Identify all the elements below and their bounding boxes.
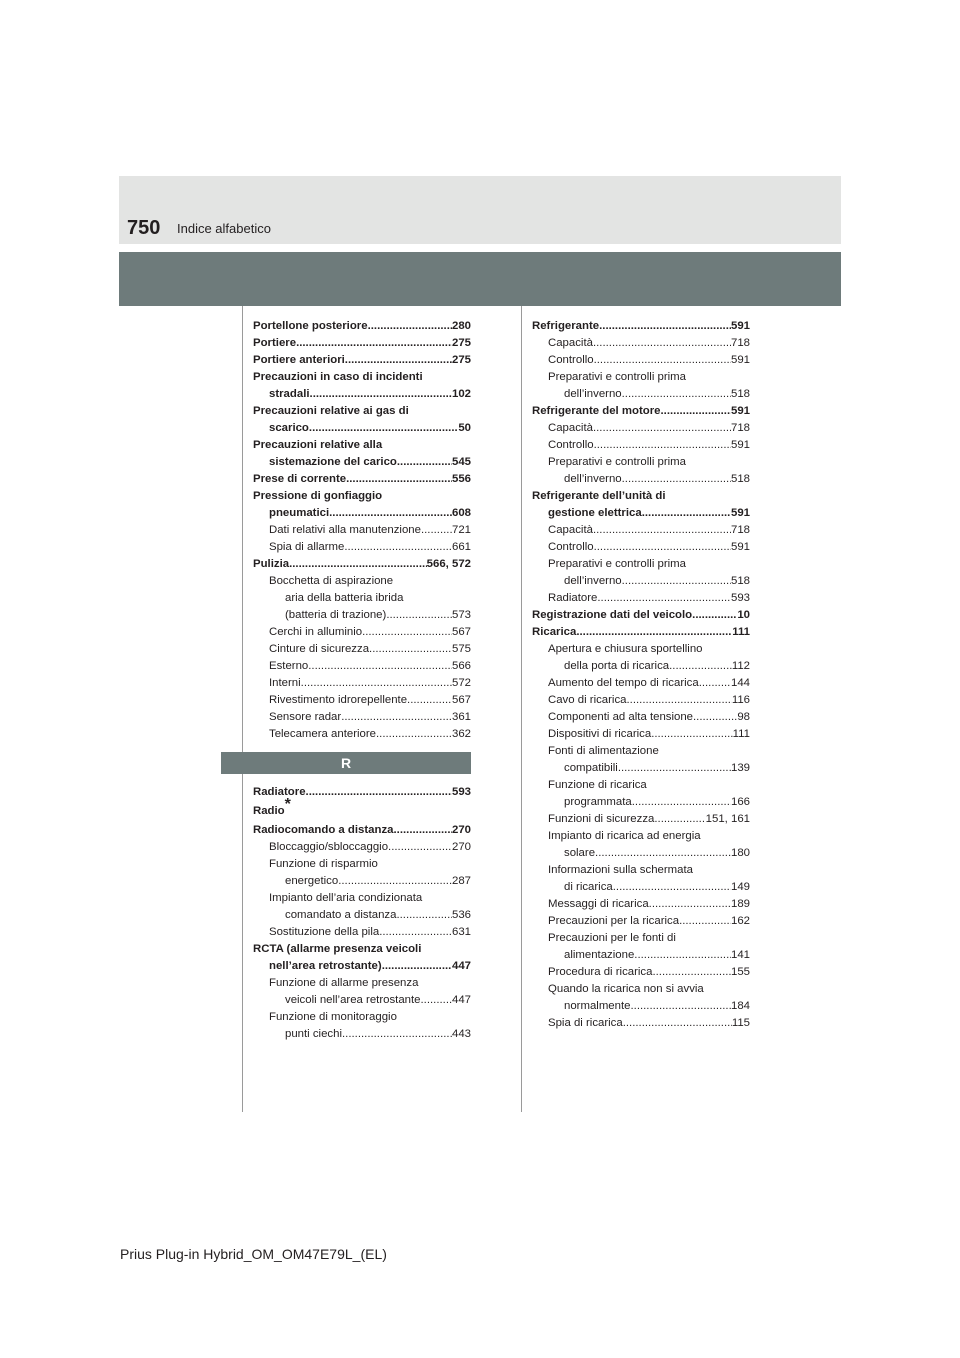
index-term: della porta di ricarica (564, 660, 670, 672)
index-term: RCTA (allarme presenza veicoli (253, 943, 422, 955)
index-term: veicoli nell’area retrostante (285, 994, 421, 1006)
letter-heading-r: R (221, 752, 471, 774)
column-divider-right (521, 306, 522, 1112)
leader-dots (342, 1026, 452, 1043)
leader-dots (306, 784, 452, 801)
footer-manual-id: Prius Plug-in Hybrid_OM_OM47E79L_(EL) (120, 1246, 387, 1262)
leader-dots (595, 845, 731, 862)
leader-dots (301, 675, 452, 692)
index-entry (532, 692, 750, 709)
leader-dots (376, 726, 452, 743)
leader-dots (623, 1015, 732, 1032)
index-term: Radiatore (253, 786, 306, 798)
leader-dots (627, 692, 732, 709)
index-term: solare (564, 847, 596, 859)
index-term: Dati relativi alla manutenzione (269, 524, 421, 536)
index-entry (532, 624, 750, 641)
index-entry (253, 318, 471, 335)
index-page: 144 (730, 677, 750, 689)
index-term: Refrigerante del motore (532, 405, 661, 417)
leader-dots (379, 924, 452, 941)
leader-dots (597, 590, 731, 607)
index-term: alimentazione (564, 949, 635, 961)
index-page: 572 (451, 677, 471, 689)
leader-dots (386, 607, 452, 624)
index-term: Funzioni di sicurezza (548, 813, 655, 825)
index-entry (253, 522, 471, 539)
index-entry (253, 369, 471, 386)
leader-dots (388, 839, 452, 856)
index-entry (532, 386, 750, 403)
index-page: 275 (451, 337, 471, 349)
page-number: 750 (127, 217, 161, 239)
index-entry (532, 760, 750, 777)
index-entry (253, 726, 471, 743)
index-term: Fonti di alimentazione (548, 745, 659, 757)
index-entry (253, 658, 471, 675)
index-page: 566 (451, 660, 471, 672)
footnote-mark: * (284, 796, 291, 813)
leader-dots (630, 998, 731, 1015)
index-entry (532, 573, 750, 590)
index-page: 270 (451, 824, 471, 836)
index-entry (532, 811, 750, 828)
index-term: Portiere (253, 337, 297, 349)
index-term: Messaggi di ricarica (548, 898, 649, 910)
leader-dots (642, 505, 731, 522)
index-term: programmata (564, 796, 632, 808)
index-term: Registrazione dati del veicolo (532, 609, 693, 621)
leader-dots (613, 879, 731, 896)
index-page: 608 (451, 507, 471, 519)
index-term: Pulizia (253, 558, 290, 570)
index-term: Bocchetta di aspirazione (269, 575, 394, 587)
index-term: sistemazione del carico (269, 456, 397, 468)
leader-dots (594, 437, 731, 454)
leader-dots (699, 675, 731, 692)
index-term: Telecamera anteriore (269, 728, 376, 740)
index-entry (532, 420, 750, 437)
index-term: Pressione di gonfiaggio (253, 490, 383, 502)
index-page: 545 (451, 456, 471, 468)
leader-dots (309, 420, 458, 437)
index-term: dell’inverno (564, 388, 622, 400)
index-entry (532, 879, 750, 896)
index-entry (532, 896, 750, 913)
index-page: 115 (731, 1017, 750, 1029)
index-term: Precauzioni per la ricarica (548, 915, 680, 927)
index-entry (253, 856, 471, 873)
index-term: Preparativi e controlli prima (548, 456, 687, 468)
index-column-left (253, 318, 471, 1043)
leader-dots (652, 964, 731, 981)
index-entry (532, 947, 750, 964)
index-page: 575 (451, 643, 471, 655)
index-entry (532, 318, 750, 335)
leader-dots (341, 709, 452, 726)
leader-dots (382, 958, 452, 975)
index-column-right (532, 318, 750, 1032)
index-page: 362 (451, 728, 471, 740)
index-page: 593 (730, 592, 750, 604)
leader-dots (397, 454, 452, 471)
leader-dots (368, 318, 452, 335)
index-page: 149 (730, 881, 750, 893)
index-entry (532, 335, 750, 352)
index-term: normalmente (564, 1000, 631, 1012)
index-entry (253, 992, 471, 1009)
leader-dots (310, 386, 452, 403)
leader-dots (338, 873, 452, 890)
index-page: 556 (451, 473, 471, 485)
index-term: Cavo di ricarica (548, 694, 627, 706)
index-entry (253, 352, 471, 369)
index-term: Spia di ricarica (548, 1017, 623, 1029)
index-page: 111 (732, 626, 750, 638)
index-page: 518 (730, 575, 750, 587)
index-term: Funzione di ricarica (548, 779, 647, 791)
index-entry (532, 590, 750, 607)
index-page: 718 (730, 524, 750, 536)
index-entry (253, 958, 471, 975)
index-term: Sensore radar (269, 711, 342, 723)
index-term: di ricarica (564, 881, 613, 893)
index-term: Impianto di ricarica ad energia (548, 830, 701, 842)
index-term: Bloccaggio/sbloccaggio (269, 841, 389, 853)
index-page: 447 (451, 960, 471, 972)
index-entry (253, 454, 471, 471)
index-page: 631 (451, 926, 471, 938)
index-entry (253, 641, 471, 658)
index-term: gestione elettrica (548, 507, 642, 519)
index-entry (532, 641, 750, 658)
header-dark-band (119, 252, 841, 306)
index-page: 116 (731, 694, 750, 706)
index-group-p (253, 318, 471, 743)
index-term: (batteria di trazione) (285, 609, 387, 621)
index-entry (532, 607, 750, 624)
index-term: Funzione di monitoraggio (269, 1011, 397, 1023)
index-term: Apertura e chiusura sportellino (548, 643, 703, 655)
index-page: 518 (730, 473, 750, 485)
index-entry (532, 352, 750, 369)
leader-dots (632, 794, 731, 811)
index-entry (532, 403, 750, 420)
index-group-r (253, 822, 471, 1043)
leader-dots (593, 420, 731, 437)
index-entry (532, 794, 750, 811)
index-term: Aumento del tempo di ricarica (548, 677, 699, 689)
index-entry (532, 743, 750, 760)
index-term: aria della batteria ibrida (285, 592, 404, 604)
index-term: Refrigerante (532, 320, 600, 332)
index-page: 270 (451, 841, 471, 853)
index-term: Radio (253, 805, 285, 817)
leader-dots (296, 335, 452, 352)
index-entry (253, 471, 471, 488)
index-term: Procedura di ricarica (548, 966, 653, 978)
index-page: 166 (730, 796, 750, 808)
index-term: Interni (269, 677, 301, 689)
index-page: 189 (730, 898, 750, 910)
index-page: 443 (451, 1028, 471, 1040)
index-entry (253, 590, 471, 607)
index-page: 718 (730, 337, 750, 349)
index-entry (532, 845, 750, 862)
leader-dots (599, 318, 731, 335)
index-entry (532, 726, 750, 743)
index-page: 573 (451, 609, 471, 621)
leader-dots (693, 709, 737, 726)
leader-dots (649, 896, 731, 913)
index-term: Prese di corrente (253, 473, 347, 485)
index-term: Precauzioni in caso di incidenti (253, 371, 423, 383)
index-entry (253, 556, 471, 573)
index-term: Refrigerante dell’unità di (532, 490, 666, 502)
index-page: 518 (730, 388, 750, 400)
leader-dots (661, 403, 731, 420)
index-entry (532, 539, 750, 556)
leader-dots (329, 505, 452, 522)
index-entry (532, 913, 750, 930)
index-term: compatibili (564, 762, 618, 774)
index-term: Esterno (269, 660, 309, 672)
leader-dots (362, 624, 452, 641)
index-term: pneumatici (269, 507, 330, 519)
index-page: 591 (730, 320, 750, 332)
index-entry (253, 607, 471, 624)
index-page: 111 (732, 728, 750, 740)
index-entry (532, 437, 750, 454)
index-page: 162 (730, 915, 750, 927)
index-page: 591 (730, 507, 750, 519)
index-entry (253, 709, 471, 726)
leader-dots (654, 811, 705, 828)
index-term: Preparativi e controlli prima (548, 558, 687, 570)
index-page: 102 (451, 388, 471, 400)
leader-dots (692, 607, 737, 624)
leader-dots (594, 539, 731, 556)
index-entry (253, 839, 471, 856)
leader-dots (679, 913, 731, 930)
index-entry (253, 573, 471, 590)
index-entry (253, 505, 471, 522)
leader-dots (622, 573, 731, 590)
leader-dots (421, 522, 452, 539)
index-term: Componenti ad alta tensione (548, 711, 694, 723)
leader-dots (576, 624, 732, 641)
index-entry (253, 692, 471, 709)
leader-dots (369, 641, 452, 658)
index-term: Portellone posteriore (253, 320, 368, 332)
index-term: Cinture di sicurezza (269, 643, 370, 655)
index-page: 718 (730, 422, 750, 434)
index-entry (253, 488, 471, 505)
leader-dots (593, 335, 731, 352)
index-page: 567 (451, 626, 471, 638)
index-entry (532, 675, 750, 692)
leader-dots (344, 539, 452, 556)
index-entry (532, 522, 750, 539)
index-page: 287 (451, 875, 471, 887)
index-page: 591 (730, 541, 750, 553)
index-page: 593 (451, 786, 471, 798)
index-page: 280 (451, 320, 471, 332)
index-page: 112 (731, 660, 750, 672)
index-term: Preparativi e controlli prima (548, 371, 687, 383)
index-page: 180 (730, 847, 750, 859)
index-entry (532, 777, 750, 794)
index-entry (253, 924, 471, 941)
index-page: 591 (730, 354, 750, 366)
index-term: Dispositivi di ricarica (548, 728, 652, 740)
leader-dots (622, 471, 731, 488)
leader-dots (407, 692, 452, 709)
index-entry (532, 998, 750, 1015)
index-page: 98 (737, 711, 750, 723)
leader-dots (622, 386, 731, 403)
index-page: 591 (730, 439, 750, 451)
index-term: scarico (269, 422, 309, 434)
index-term: Spia di allarme (269, 541, 345, 553)
leader-dots (289, 556, 427, 573)
index-entry (532, 862, 750, 879)
index-term: Cerchi in alluminio (269, 626, 363, 638)
index-page: 184 (730, 1000, 750, 1012)
index-term: stradali (269, 388, 310, 400)
index-entry (532, 658, 750, 675)
index-term: Radiocomando a distanza (253, 824, 394, 836)
index-entry (253, 873, 471, 890)
index-entry (253, 624, 471, 641)
index-term: Informazioni sulla schermata (548, 864, 693, 876)
leader-dots (396, 907, 452, 924)
leader-dots (345, 352, 452, 369)
index-term: energetico (285, 875, 339, 887)
index-entry (532, 556, 750, 573)
index-term: Quando la ricarica non si avvia (548, 983, 704, 995)
index-entry (532, 505, 750, 522)
section-title: Indice alfabetico (177, 221, 271, 236)
index-term: dell’inverno (564, 575, 622, 587)
index-page: 141 (730, 949, 750, 961)
index-entry (532, 964, 750, 981)
index-entry (532, 488, 750, 505)
index-term: Radiatore (548, 592, 598, 604)
index-term: dell’inverno (564, 473, 622, 485)
index-entry (253, 1009, 471, 1026)
index-page: 447 (451, 994, 471, 1006)
index-entry (253, 890, 471, 907)
index-page: 536 (451, 909, 471, 921)
index-page: 567 (451, 694, 471, 706)
index-entry (532, 709, 750, 726)
column-divider-left (242, 306, 243, 1112)
index-page: 139 (730, 762, 750, 774)
index-term: Impianto dell’aria condizionata (269, 892, 423, 904)
leader-dots (618, 760, 731, 777)
index-entry (253, 539, 471, 556)
leader-dots (346, 471, 452, 488)
index-page: 151, 161 (705, 813, 750, 825)
index-term: Rivestimento idrorepellente (269, 694, 408, 706)
leader-dots (669, 658, 732, 675)
index-term: punti ciechi (285, 1028, 342, 1040)
index-term: Funzione di allarme presenza (269, 977, 419, 989)
index-entry (253, 941, 471, 958)
leader-dots (594, 352, 731, 369)
index-term: Controllo (548, 541, 594, 553)
index-entry (253, 386, 471, 403)
index-page: 361 (451, 711, 471, 723)
index-term: nell’area retrostante) (269, 960, 382, 972)
index-term: Ricarica (532, 626, 577, 638)
index-entry (532, 981, 750, 998)
index-entry (532, 454, 750, 471)
index-page: 721 (451, 524, 471, 536)
leader-dots (651, 726, 732, 743)
index-entry (532, 1015, 750, 1032)
index-page: 155 (730, 966, 750, 978)
index-term: Funzione di risparmio (269, 858, 378, 870)
index-term: Precauzioni relative alla (253, 439, 383, 451)
index-term: Sostituzione della pila (269, 926, 380, 938)
index-group-r-continued (532, 318, 750, 1032)
index-entry (253, 420, 471, 437)
index-page: 591 (730, 405, 750, 417)
index-entry (253, 1026, 471, 1043)
index-term: Precauzioni relative ai gas di (253, 405, 409, 417)
leader-dots (634, 947, 731, 964)
index-page: 275 (451, 354, 471, 366)
index-term: comandato a distanza (285, 909, 397, 921)
index-page: 661 (451, 541, 471, 553)
index-entry (532, 369, 750, 386)
index-term: Capacità (548, 524, 593, 536)
index-entry-radio (253, 796, 471, 822)
index-entry (532, 471, 750, 488)
index-entry (253, 403, 471, 420)
leader-dots (421, 992, 452, 1009)
index-entry (253, 822, 471, 839)
index-entry (253, 907, 471, 924)
index-term: Controllo (548, 439, 594, 451)
index-entry (532, 930, 750, 947)
index-entry (532, 828, 750, 845)
index-term: Capacità (548, 422, 593, 434)
index-page: 10 (737, 609, 750, 621)
leader-dots (308, 658, 452, 675)
index-term: Portiere anteriori (253, 354, 345, 366)
index-entry (253, 975, 471, 992)
index-term: Controllo (548, 354, 594, 366)
index-page: 566, 572 (426, 558, 471, 570)
index-page: 50 (458, 422, 471, 434)
index-entry (253, 675, 471, 692)
index-entry (253, 437, 471, 454)
index-entry (253, 335, 471, 352)
index-term: Capacità (548, 337, 593, 349)
leader-dots (394, 822, 452, 839)
leader-dots (593, 522, 731, 539)
index-term: Precauzioni per le fonti di (548, 932, 676, 944)
